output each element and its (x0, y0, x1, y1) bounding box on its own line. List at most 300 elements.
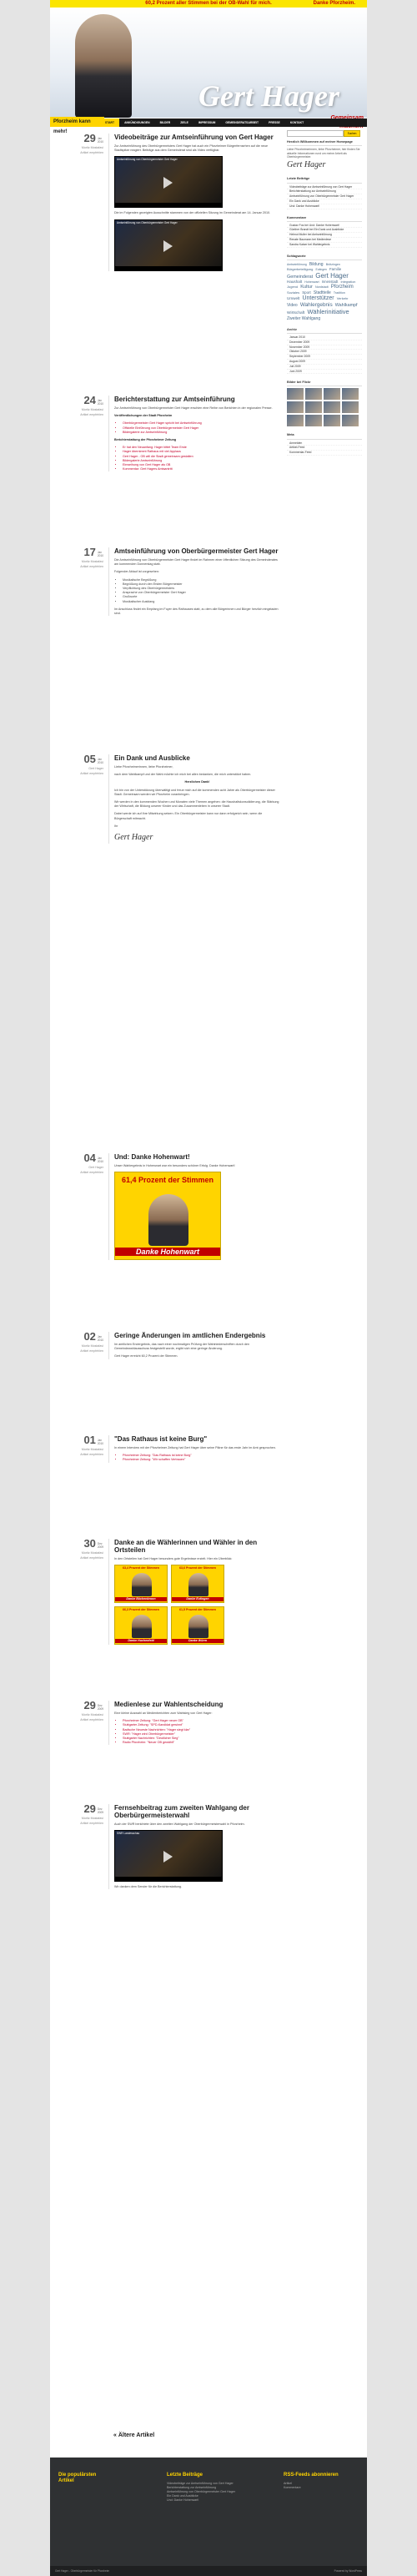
post-body (108, 134, 280, 271)
date-day: 29 (83, 1699, 96, 1711)
post-author[interactable]: Moritz Mostafavi (81, 1344, 103, 1348)
post-body (108, 1804, 280, 1889)
footer-link[interactable]: Amtseinführung von Oberbürgermeister Gert Hager (167, 2490, 235, 2493)
archive-item[interactable]: Oktober 2009 (287, 350, 362, 355)
post-author[interactable]: Moritz Mostafavi (81, 560, 103, 563)
post-date (57, 1539, 103, 1549)
date-month: Dez (97, 1542, 103, 1545)
recommend-link[interactable]: Artikel empfehlen (80, 150, 103, 154)
post-date (57, 1332, 103, 1342)
post-paragraph: Dabei werde ich auf Ihre Mitwirkung setzen. Ein Oberbürgermeister kann nur dann erfolgreich sein, wenn die Bürgerschaft mitmacht. (114, 812, 263, 820)
thumbnail-grid (287, 388, 362, 426)
post (57, 1332, 282, 1424)
link-list (114, 446, 280, 471)
play-icon[interactable] (163, 240, 173, 252)
list-item[interactable]: • Badische Neueste Nachrichten: "Hager siegt klar" (123, 1728, 280, 1732)
main-nav (100, 118, 367, 127)
archive-item[interactable]: Juli 2009 (287, 365, 362, 370)
tag-link[interactable]: Brötzingen (325, 262, 340, 266)
rss-link[interactable]: Kommentare (284, 2486, 301, 2489)
recommend-link[interactable]: Artikel empfehlen (80, 1452, 103, 1456)
list-item[interactable]: • Hager übernimmt Rathaus mit viel Applaus (123, 450, 280, 454)
widget-title: Herzlich Willkommen auf meiner Homepage (287, 140, 362, 146)
post-date (57, 754, 103, 764)
recommend-link[interactable]: Artikel empfehlen (80, 1348, 103, 1353)
post-meta (57, 547, 103, 569)
photo-thumbnail[interactable] (287, 415, 304, 426)
widget-title: Archiv (287, 328, 362, 334)
list-item[interactable]: Videobeiträge zur Amtseinführung von Gert Hager (287, 185, 362, 190)
post-meta (57, 1435, 103, 1457)
list-item[interactable]: Ein Dank und Ausblicke (287, 199, 362, 204)
list-item[interactable]: • Oberbürgermeister Gert Hager spricht bei Amtseinführung (123, 421, 280, 426)
post-paragraph: Die Amtseinführung von Oberbürgermeister Gert Hager findet im Rahmen einer öffentlichen Sitzung des Gemeinderates am kommenden Donnerstag statt. (114, 558, 278, 567)
older-posts-link[interactable]: « Ältere Artikel (113, 2432, 155, 2438)
footer-column (58, 2473, 108, 2488)
date-day: 01 (83, 1434, 96, 1446)
rss-link[interactable]: Artikel (284, 2482, 292, 2485)
post-author[interactable]: Moritz Mostafavi (81, 408, 103, 411)
meta-link[interactable]: Anmelden (287, 441, 362, 446)
tag-link[interactable]: Unterstützer (302, 295, 334, 301)
date-month: Jan (97, 1439, 103, 1442)
list-item[interactable]: Und: Danke Hohenwart! (287, 204, 362, 209)
post (57, 396, 282, 536)
tag-link[interactable]: Eutingen (315, 267, 327, 271)
nav-item-presse[interactable]: PRESSE (269, 121, 280, 124)
post-paragraph: Herzlichen Dank! (184, 780, 210, 784)
post-author[interactable]: Moritz Mostafavi (81, 1448, 103, 1451)
photo-thumbnail[interactable] (305, 388, 322, 400)
date-year: 2009 (97, 1811, 103, 1814)
list-item[interactable]: • Gert Hager - OB will die Stadt gemeinsam gestalten (123, 455, 280, 459)
post-paragraph: Auch der SWR berichtete über den zweiten Wahlgang der Oberbürgermeisterwahl in Pforzheim. (114, 1822, 245, 1826)
poster-portrait (148, 1194, 188, 1246)
post (57, 1153, 282, 1320)
tag-link[interactable]: Gemeinderat (287, 274, 314, 280)
widget-list (287, 335, 362, 374)
list-item[interactable]: Helmut Muller bei Amtseinführung (287, 233, 362, 238)
post (57, 754, 282, 1142)
tag-link[interactable]: Bürgerbeteiligung (287, 266, 314, 271)
tag-link[interactable]: Innenstadt (321, 280, 339, 285)
footer-link[interactable]: Und: Danke Hohenwart! (167, 2498, 199, 2502)
intro-widget (287, 140, 362, 170)
poster-tile (171, 1606, 224, 1645)
post-paragraph: nach dem Wahlkampf und der Wahl möchte ich mich bei allen bedanken, die mich unterstützt haben. (114, 773, 252, 777)
post-date (57, 1701, 103, 1711)
section-heading: Berichterstattung der Pforzheimer Zeitung (114, 438, 177, 442)
tile-headline: 63,6 Prozent der Stimmen (179, 1566, 216, 1570)
date-day: 24 (83, 394, 96, 406)
list-item[interactable]: • SWR: "Hager wird Oberbürgermeister" (123, 1732, 280, 1737)
post-title[interactable]: Berichterstattung zur Amtseinführung (114, 396, 235, 403)
post-author[interactable]: Moritz Mostafavi (81, 1713, 103, 1716)
video-controls[interactable] (115, 266, 222, 270)
widget-list (287, 185, 362, 209)
photo-thumbnail[interactable] (342, 401, 359, 413)
post-title[interactable]: Danke an die Wählerinnen und Wähler in den Ortsteilen (114, 1539, 258, 1554)
post-date (57, 396, 103, 406)
nav-item-start[interactable]: START (100, 118, 119, 127)
post-meta (57, 1804, 103, 1826)
copyright-text: Gert Hager - Oberbürgermeister für Pforzheim (55, 2569, 110, 2573)
tag-link[interactable]: Wirtschaft (287, 310, 305, 315)
date-month: Jan (97, 551, 103, 554)
list-item[interactable]: • Bildergalerie Amtseinführung (123, 459, 280, 463)
post-title[interactable]: Videobeiträge zur Amtseinführung von Gert Hager (114, 134, 274, 141)
video-title: Amtseinführung von Oberbürgermeister Gert Hager (117, 220, 178, 224)
widget-title: Kommentare (287, 216, 362, 222)
date-month-year (98, 1157, 103, 1163)
tag-link[interactable]: Haushalt (287, 280, 303, 285)
tag-link[interactable]: Familie (329, 266, 342, 271)
post (57, 1435, 282, 1527)
tag-link[interactable]: Amtseinführung (287, 262, 307, 266)
signature: Gert Hager (114, 833, 153, 843)
archive-item[interactable]: Dezember 2009 (287, 340, 362, 345)
slogan-left: Pforzheim kann mehr! (50, 117, 104, 127)
date-day: 05 (83, 753, 96, 765)
list-item[interactable]: Günther Brandt bei Ein Dank und Ausblicke (287, 228, 362, 233)
post-title[interactable]: Fernsehbeitrag zum zweiten Wahlgang der Oberbürgermeisterwahl (114, 1804, 249, 1819)
tag-cloud (287, 262, 362, 321)
video-player[interactable] (114, 156, 223, 208)
tag-link[interactable]: Stadtteile (313, 290, 331, 295)
tile-caption: Danke Huchenfeld (115, 1639, 167, 1643)
archive-item[interactable]: September 2009 (287, 355, 362, 360)
list-item[interactable]: Gustav Fos bei Und: Danke Hohenwart! (287, 224, 362, 229)
footer-column (167, 2473, 267, 2503)
post-meta (57, 1153, 103, 1175)
post-paragraph: Ich bin von der Unterstützung überwältigt und freue mich auf die kommenden acht Jahre als Oberbürgermeister dieser Stadt. Gemeinsam werden wir Pforzheim voranbringen. (114, 788, 275, 796)
post-body (108, 396, 280, 471)
post-title[interactable]: Und: Danke Hohenwart! (114, 1153, 190, 1161)
photo-thumbnail[interactable] (324, 415, 340, 426)
date-month-year (98, 1439, 103, 1445)
post-title[interactable]: Amtseinführung von Oberbürgermeister Gert Hager (114, 547, 279, 555)
tag-link[interactable]: Wählerinitiative (307, 307, 349, 315)
footer-link[interactable]: Videobeiträge zur Amtseinführung von Gert Hager (167, 2482, 234, 2485)
archive-widget (287, 328, 362, 375)
tile-caption: Danke Büchenbronn (115, 1597, 167, 1601)
post-author[interactable]: Moritz Mostafavi (81, 1551, 103, 1555)
list-item[interactable]: • Pforzheimer Zeitung: "Das Rathaus ist keine Burg" (123, 1454, 280, 1458)
post-paragraph: Zur Amtseinführung von Oberbürgermeister Gert Hager erschien eine Reihe von Berichten in der regionalen Presse. (114, 406, 273, 410)
date-year: 2010 (97, 1338, 103, 1342)
tag-link[interactable]: Bildung (309, 261, 324, 267)
photo-thumbnail[interactable] (324, 401, 340, 413)
post-paragraph: Zur Amtseinführung des Oberbürgermeisters Gert Hager hat auch ein Pforzheimer Bürgerfernsehen auf die neue Stadtspitze reagiert. Beiträge aus dem Gemeinderat sind als Video verfügbar. (114, 144, 269, 153)
tile-headline: 66,3 Prozent der Stimmen (123, 1608, 159, 1612)
powered-by[interactable]: Powered by WordPress (334, 2569, 362, 2573)
list-item[interactable]: • Pforzheimer Zeitung: "Gert Hager neuer OB" (123, 1719, 280, 1723)
nav-item-gemeinderat[interactable]: GEMEINDERATSARBEIT (225, 121, 259, 124)
date-day: 17 (83, 546, 96, 558)
post-title[interactable]: Medienlese zur Wahlentscheidung (114, 1701, 224, 1708)
tag-link[interactable]: Gert Hager (315, 271, 349, 280)
list-item[interactable]: • Er hat den Neuanfang: Hager bittet Team Erste (123, 446, 280, 450)
play-icon[interactable] (163, 177, 173, 189)
date-month: Jan (97, 137, 103, 140)
banner-text: 60,2 Prozent aller Stimmen bei der OB-Wahl für mich. (145, 1, 272, 6)
post-body (108, 547, 280, 616)
post-date (57, 1804, 103, 1814)
list-item: • Begrüßung durch den Ersten Bürgermeister (123, 582, 280, 587)
date-month-year (98, 1542, 103, 1549)
date-day: 29 (83, 132, 96, 144)
nav-item-kontakt[interactable]: KONTAKT (289, 121, 304, 124)
top-banner (50, 0, 367, 8)
list-item[interactable]: Sandra Kaiser bei Wahlergebnis (287, 243, 362, 248)
link-list (114, 1719, 280, 1745)
video-player[interactable] (114, 219, 223, 271)
list-item[interactable]: • Einweihung von Gert Hager als OB (123, 463, 280, 467)
widget-title: Bilder bei Flickr (287, 381, 362, 386)
post-body (108, 1332, 280, 1359)
date-year: 2010 (97, 1160, 103, 1163)
post-body (108, 1435, 280, 1463)
date-year: 2010 (97, 761, 103, 764)
list-item: • Musikalische Begrüßung (123, 578, 280, 582)
poster-tile (114, 1606, 168, 1645)
list-item: • Verpflichtung des Oberbürgermeisters (123, 587, 280, 591)
video-player[interactable] (114, 1830, 223, 1882)
bottom-bar (50, 2566, 367, 2576)
archive-item[interactable]: Juni 2009 (287, 370, 362, 375)
post-body (108, 1701, 280, 1745)
post-meta (57, 396, 103, 417)
date-year: 2009 (97, 1545, 103, 1549)
list-item[interactable]: • Bildergalerie zur Amtseinführung (123, 431, 280, 435)
list-item[interactable]: • Stuttgarter Nachrichten: "Deutlicher Sieg" (123, 1737, 280, 1741)
post (57, 1804, 282, 1929)
nav-item-ziele[interactable]: ZIELE (180, 121, 188, 124)
date-year: 2009 (97, 1707, 103, 1711)
tile-portrait (132, 1573, 152, 1596)
photo-thumbnail[interactable] (342, 388, 359, 400)
date-day: 30 (83, 1537, 96, 1550)
post-author[interactable]: Gert Hager (88, 1166, 103, 1169)
main-content (57, 134, 282, 1941)
photo-thumbnail[interactable] (305, 401, 322, 413)
post-paragraph: In den Ortsteilen hat Gert Hager besonders gute Ergebnisse erzielt. Hier ein Überblick: (114, 1557, 233, 1560)
post-meta (57, 1539, 103, 1560)
photo-thumbnail[interactable] (287, 401, 304, 413)
poster-grid (114, 1565, 280, 1645)
meta-link[interactable]: Artikel-Feed (287, 446, 362, 451)
date-month: Dez (97, 1704, 103, 1707)
recent-posts-widget (287, 177, 362, 209)
post-date (57, 1153, 103, 1163)
date-month: Jan (97, 758, 103, 761)
post-meta (57, 1701, 103, 1722)
date-month: Jan (97, 1335, 103, 1338)
list-item[interactable]: • Kommentar: Gert Hagers Amtsantritt (123, 467, 280, 471)
video-controls[interactable] (115, 203, 222, 207)
list-item[interactable]: Amtseinführung von Oberbürgermeister Gert Hager (287, 194, 362, 199)
list-item[interactable]: • Radio Pforzheim: "Neuer OB gewählt" (123, 1741, 280, 1745)
post-paragraph: In einem Interview mit der Pforzheimer Zeitung hat Gert Hager über seine Pläne für das erste Jahr im Amt gesprochen. (114, 1446, 276, 1449)
post-paragraph: Wir werden in den kommenden Wochen und Monaten viele Themen angehen: die Haushaltskonsolidierung, die Stärkung der Wirtschaft, die Bildung unserer Kinder und das Zusammenleben in unserer Stadt. (114, 800, 279, 809)
post-paragraph: Ihr (114, 824, 118, 828)
date-year: 2010 (97, 140, 103, 144)
comments-widget (287, 216, 362, 248)
section-heading: Veröffentlichungen der Stadt Pforzheim (114, 414, 173, 418)
widget-title: Schlagworte (287, 255, 362, 260)
tag-link[interactable]: Pforzheim (330, 284, 354, 290)
list-item[interactable]: • Offizielle Einführung von Oberbürgermeister Gert Hager (123, 426, 280, 431)
post-body (108, 1539, 280, 1645)
widget-title: Letzte Beiträge (287, 177, 362, 183)
post-body (108, 754, 280, 844)
date-month-year (98, 1335, 103, 1342)
archive-item[interactable]: November 2009 (287, 345, 362, 350)
photo-thumbnail[interactable] (287, 388, 304, 400)
recommend-link[interactable]: Artikel empfehlen (80, 564, 103, 568)
post-paragraph: Die im Folgenden gezeigten Ausschnitte stammen von der offiziellen Sitzung im Gemeinderat am 14. Januar 2010. (114, 211, 271, 215)
tile-caption: Danke Würm (172, 1639, 224, 1643)
list-item: • Grußworte (123, 595, 280, 599)
site-logo[interactable]: Gert Hager (198, 79, 339, 113)
poster-tile (171, 1565, 224, 1603)
tag-link[interactable]: Jugend (287, 284, 299, 289)
tag-link[interactable]: Umwelt (287, 295, 300, 300)
post-paragraph: Liebe Pforzheimerinnen, liebe Pforzheimer, (114, 765, 173, 769)
bullet-list (114, 578, 280, 604)
tile-portrait (132, 1615, 152, 1638)
widget-title: Meta (287, 433, 362, 439)
recommend-link[interactable]: Artikel empfehlen (80, 1717, 103, 1722)
post-date (57, 1435, 103, 1445)
tag-link[interactable]: Soziales (287, 290, 300, 295)
widget-list (287, 224, 362, 248)
tag-link[interactable]: Wahlergebnis (299, 302, 333, 309)
tags-widget (287, 255, 362, 321)
search-input[interactable] (287, 130, 344, 137)
list-item: • Musikalischer Ausklang (123, 600, 280, 604)
footer-title: Die populärsten Artikel (58, 2473, 97, 2483)
archive-item[interactable]: Januar 2010 (287, 335, 362, 340)
list-item[interactable]: • Pforzheimer Zeitung: "Wir schaffen Vertrauen" (123, 1458, 280, 1462)
post-meta (57, 1332, 103, 1354)
post-body (108, 1153, 280, 1260)
post-author[interactable]: Moritz Mostafavi (81, 146, 103, 149)
date-month-year (98, 399, 103, 406)
candidate-portrait (75, 14, 132, 118)
tag-link[interactable]: Kultur (300, 284, 313, 290)
date-month-year (98, 551, 103, 557)
post-paragraph: Unser Wahlergebnis in Hohenwart war ein besonders schöner Erfolg. Danke Hohenwart! (114, 1164, 235, 1167)
post-paragraph: Im Anschluss findet ein Empfang im Foyer des Rathauses statt, zu dem alle Bürgerinnen und Bürger herzlich eingeladen sind. (114, 607, 279, 616)
tag-link[interactable]: Video (287, 303, 298, 309)
tag-link[interactable]: Nordstadt (315, 285, 329, 289)
photo-thumbnail[interactable] (305, 415, 322, 426)
tag-link[interactable]: Wahlkampf (334, 303, 358, 309)
list-item[interactable]: • Stuttgarter Zeitung: "SPD-Kandidat gewinnt" (123, 1723, 280, 1727)
tile-headline: 61,5 Prozent der Stimmen (179, 1608, 216, 1612)
flickr-widget (287, 381, 362, 426)
footer-title: RSS-Feeds abonnieren (284, 2473, 339, 2478)
tag-link[interactable]: Zweiter Wahlgang (287, 315, 321, 321)
list-item[interactable]: Renate Baumann bei Medienlese (287, 238, 362, 243)
widget-text: Liebe Pforzheimerinnen, liebe Pforzheimer, hier finden Sie aktuelle Informationen rund um meine Arbeit als Oberbürgermeister. (287, 148, 360, 159)
post-author[interactable]: Gert Hager (88, 767, 103, 770)
date-month: Jan (97, 399, 103, 402)
post-paragraph: Im amtlichen Endergebnis, das nach einer nochmaligen Prüfung der Wahlniederschriften durch den Gemeindewahlausschuss festgestellt wurde, ergibt sich eine geringe Änderung. (114, 1343, 250, 1351)
video-controls[interactable] (115, 1877, 222, 1881)
search-button[interactable]: Suchen (344, 130, 360, 137)
link-list (114, 421, 280, 435)
tag-link[interactable]: Hohenwart (304, 280, 319, 285)
footer-title: Letzte Beiträge (167, 2473, 203, 2478)
archive-item[interactable]: August 2009 (287, 360, 362, 365)
recommend-link[interactable]: Artikel empfehlen (80, 412, 103, 416)
footer-link[interactable]: Berichterstattung zur Amtseinführung (167, 2486, 217, 2489)
recommend-link[interactable]: Artikel empfehlen (80, 1170, 103, 1174)
recommend-link[interactable]: Artikel empfehlen (80, 771, 103, 775)
banner-thanks: Danke Pforzheim. (313, 1, 355, 6)
photo-thumbnail[interactable] (324, 388, 340, 400)
post-title[interactable]: Geringe Änderungen im amtlichen Endergebnis (114, 1332, 266, 1339)
recommend-link[interactable]: Artikel empfehlen (80, 1555, 103, 1560)
date-month: Jan (97, 1157, 103, 1160)
meta-widget (287, 433, 362, 456)
footer (50, 2458, 367, 2566)
video-title: SWR Landesschau (117, 1832, 140, 1836)
post-paragraph: Eine kleine Auswahl an Medienberichten zum Wahlsieg von Gert Hager: (114, 1711, 213, 1715)
date-day: 02 (83, 1330, 96, 1343)
tile-portrait (188, 1573, 208, 1596)
post-meta (57, 754, 103, 776)
nav-item-bilder[interactable]: BILDER (159, 121, 171, 124)
tag-link[interactable]: Verkehr (336, 295, 349, 300)
post (57, 547, 282, 743)
date-day: 29 (83, 1802, 96, 1815)
recommend-link[interactable]: Artikel empfehlen (80, 1821, 103, 1825)
search-form (287, 130, 362, 137)
post (57, 134, 282, 384)
poster-tile (114, 1565, 168, 1603)
list-item[interactable]: Berichterstattung zur Amtseinführung (287, 189, 362, 194)
post (57, 1539, 282, 1689)
date-year: 2010 (97, 554, 103, 557)
date-year: 2010 (97, 1442, 103, 1445)
thank-you-poster (114, 1172, 221, 1260)
date-month-year (98, 1704, 103, 1711)
sidebar (287, 130, 362, 462)
tag-link[interactable]: Integration (340, 280, 356, 285)
poster-caption: Danke Hohenwart (115, 1248, 220, 1256)
date-month-year (98, 137, 103, 144)
post-paragraph: Folgender Ablauf ist vorgesehen: (114, 570, 159, 574)
nav-item-ankuendigungen[interactable]: ANKÜNDIGUNGEN (124, 121, 150, 124)
date-year: 2010 (97, 402, 103, 406)
photo-thumbnail[interactable] (342, 415, 359, 426)
nav-item-impressum[interactable]: IMPRESSUM (198, 121, 216, 124)
meta-link[interactable]: Kommentar-Feed (287, 451, 362, 456)
link-list (114, 1454, 280, 1462)
tag-link[interactable]: Sport (302, 290, 311, 295)
post-title[interactable]: "Das Rathaus ist keine Burg" (114, 1435, 208, 1443)
date-day: 04 (83, 1152, 96, 1164)
post-title[interactable]: Ein Dank und Ausblicke (114, 754, 190, 762)
post-author[interactable]: Moritz Mostafavi (81, 1817, 103, 1820)
tag-link[interactable]: Tradition (333, 290, 345, 295)
post-paragraph: Wir danken dem Sender für die Berichterstattung. (114, 1885, 182, 1889)
footer-link[interactable]: Ein Dank und Ausblicke (167, 2494, 198, 2498)
play-icon[interactable] (163, 1851, 173, 1863)
